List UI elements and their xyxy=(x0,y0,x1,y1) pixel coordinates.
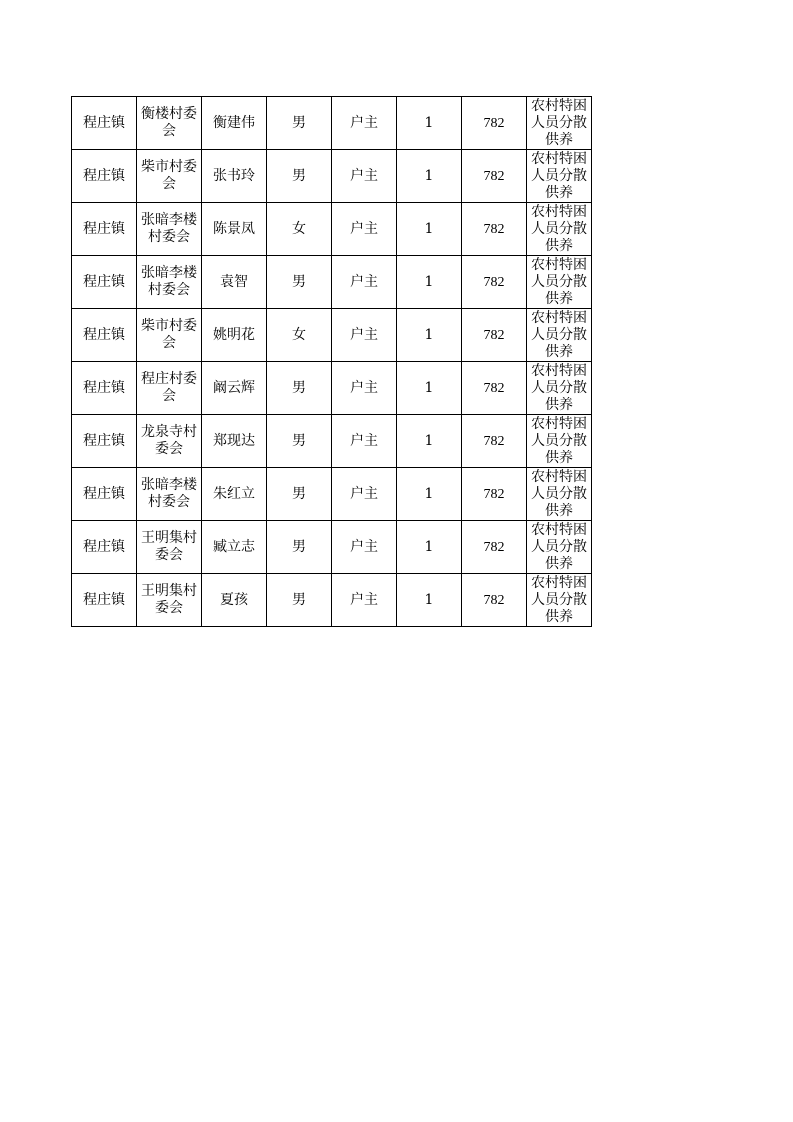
type-text: 农村特困人员分散供养 xyxy=(531,574,587,625)
cell-town: 程庄镇 xyxy=(72,97,137,150)
cell-amount: 782 xyxy=(462,468,527,521)
cell-type xyxy=(527,362,592,415)
cell-name: 臧立志 xyxy=(202,521,267,574)
cell-gender: 男 xyxy=(267,521,332,574)
roster-body xyxy=(72,97,592,627)
cell-amount: 782 xyxy=(462,203,527,256)
table-row xyxy=(72,521,592,574)
cell-relation: 户主 xyxy=(332,574,397,627)
cell-name: 张书玲 xyxy=(202,150,267,203)
cell-name: 朱红立 xyxy=(202,468,267,521)
cell-amount: 782 xyxy=(462,309,527,362)
cell-village xyxy=(137,150,202,203)
cell-type xyxy=(527,309,592,362)
cell-town: 程庄镇 xyxy=(72,468,137,521)
cell-count: 1 xyxy=(397,256,462,309)
cell-relation: 户主 xyxy=(332,256,397,309)
type-text: 农村特困人员分散供养 xyxy=(531,521,587,572)
table-row xyxy=(72,574,592,627)
cell-type xyxy=(527,203,592,256)
cell-type xyxy=(527,97,592,150)
table-row xyxy=(72,362,592,415)
cell-gender: 男 xyxy=(267,574,332,627)
cell-count: 1 xyxy=(397,521,462,574)
cell-name: 姚明花 xyxy=(202,309,267,362)
table-row xyxy=(72,150,592,203)
cell-name: 袁智 xyxy=(202,256,267,309)
cell-type xyxy=(527,468,592,521)
cell-gender: 男 xyxy=(267,150,332,203)
cell-amount: 782 xyxy=(462,256,527,309)
cell-town: 程庄镇 xyxy=(72,309,137,362)
cell-amount: 782 xyxy=(462,362,527,415)
type-text: 农村特困人员分散供养 xyxy=(531,362,587,413)
cell-village xyxy=(137,309,202,362)
village-text: 张暗李楼村委会 xyxy=(141,477,197,510)
cell-gender: 男 xyxy=(267,256,332,309)
type-text: 农村特困人员分散供养 xyxy=(531,256,587,307)
cell-gender: 男 xyxy=(267,415,332,468)
cell-amount: 782 xyxy=(462,521,527,574)
cell-gender: 男 xyxy=(267,468,332,521)
table-row xyxy=(72,203,592,256)
cell-relation: 户主 xyxy=(332,468,397,521)
cell-relation: 户主 xyxy=(332,309,397,362)
village-text: 程庄村委会 xyxy=(141,371,197,404)
cell-type xyxy=(527,521,592,574)
village-text: 张暗李楼村委会 xyxy=(141,212,197,245)
cell-type xyxy=(527,150,592,203)
relief-roster-table xyxy=(71,96,592,627)
cell-count: 1 xyxy=(397,150,462,203)
village-text: 龙泉寺村委会 xyxy=(141,424,197,457)
type-text: 农村特困人员分散供养 xyxy=(531,309,587,360)
cell-village xyxy=(137,574,202,627)
cell-village xyxy=(137,97,202,150)
cell-town: 程庄镇 xyxy=(72,203,137,256)
village-text: 王明集村委会 xyxy=(141,530,197,563)
cell-relation: 户主 xyxy=(332,97,397,150)
cell-relation: 户主 xyxy=(332,203,397,256)
cell-village xyxy=(137,521,202,574)
cell-village xyxy=(137,362,202,415)
table-row xyxy=(72,415,592,468)
cell-town: 程庄镇 xyxy=(72,256,137,309)
cell-village xyxy=(137,256,202,309)
cell-gender: 男 xyxy=(267,362,332,415)
type-text: 农村特困人员分散供养 xyxy=(531,203,587,254)
cell-name: 夏孩 xyxy=(202,574,267,627)
village-text: 衡楼村委会 xyxy=(141,106,197,139)
cell-amount: 782 xyxy=(462,97,527,150)
cell-count: 1 xyxy=(397,309,462,362)
cell-town: 程庄镇 xyxy=(72,362,137,415)
cell-relation: 户主 xyxy=(332,362,397,415)
table-row xyxy=(72,309,592,362)
cell-name: 阚云辉 xyxy=(202,362,267,415)
cell-village xyxy=(137,203,202,256)
village-text: 张暗李楼村委会 xyxy=(141,265,197,298)
cell-amount: 782 xyxy=(462,150,527,203)
cell-name: 陈景凤 xyxy=(202,203,267,256)
cell-town: 程庄镇 xyxy=(72,521,137,574)
cell-count: 1 xyxy=(397,415,462,468)
table-row xyxy=(72,256,592,309)
cell-count: 1 xyxy=(397,362,462,415)
type-text: 农村特困人员分散供养 xyxy=(531,150,587,201)
cell-count: 1 xyxy=(397,97,462,150)
cell-type xyxy=(527,415,592,468)
type-text: 农村特困人员分散供养 xyxy=(531,468,587,519)
cell-name: 衡建伟 xyxy=(202,97,267,150)
cell-relation: 户主 xyxy=(332,415,397,468)
cell-town: 程庄镇 xyxy=(72,415,137,468)
type-text: 农村特困人员分散供养 xyxy=(531,97,587,148)
cell-type xyxy=(527,574,592,627)
table-row xyxy=(72,468,592,521)
village-text: 柴市村委会 xyxy=(141,318,197,351)
cell-amount: 782 xyxy=(462,574,527,627)
cell-name: 郑现达 xyxy=(202,415,267,468)
cell-type xyxy=(527,256,592,309)
cell-amount: 782 xyxy=(462,415,527,468)
type-text: 农村特困人员分散供养 xyxy=(531,415,587,466)
cell-town: 程庄镇 xyxy=(72,150,137,203)
cell-gender: 女 xyxy=(267,203,332,256)
village-text: 王明集村委会 xyxy=(141,583,197,616)
cell-count: 1 xyxy=(397,468,462,521)
cell-gender: 男 xyxy=(267,97,332,150)
village-text: 柴市村委会 xyxy=(141,159,197,192)
cell-village xyxy=(137,415,202,468)
cell-gender: 女 xyxy=(267,309,332,362)
cell-count: 1 xyxy=(397,574,462,627)
cell-relation: 户主 xyxy=(332,150,397,203)
cell-village xyxy=(137,468,202,521)
cell-relation: 户主 xyxy=(332,521,397,574)
cell-count: 1 xyxy=(397,203,462,256)
cell-town: 程庄镇 xyxy=(72,574,137,627)
table-row xyxy=(72,97,592,150)
